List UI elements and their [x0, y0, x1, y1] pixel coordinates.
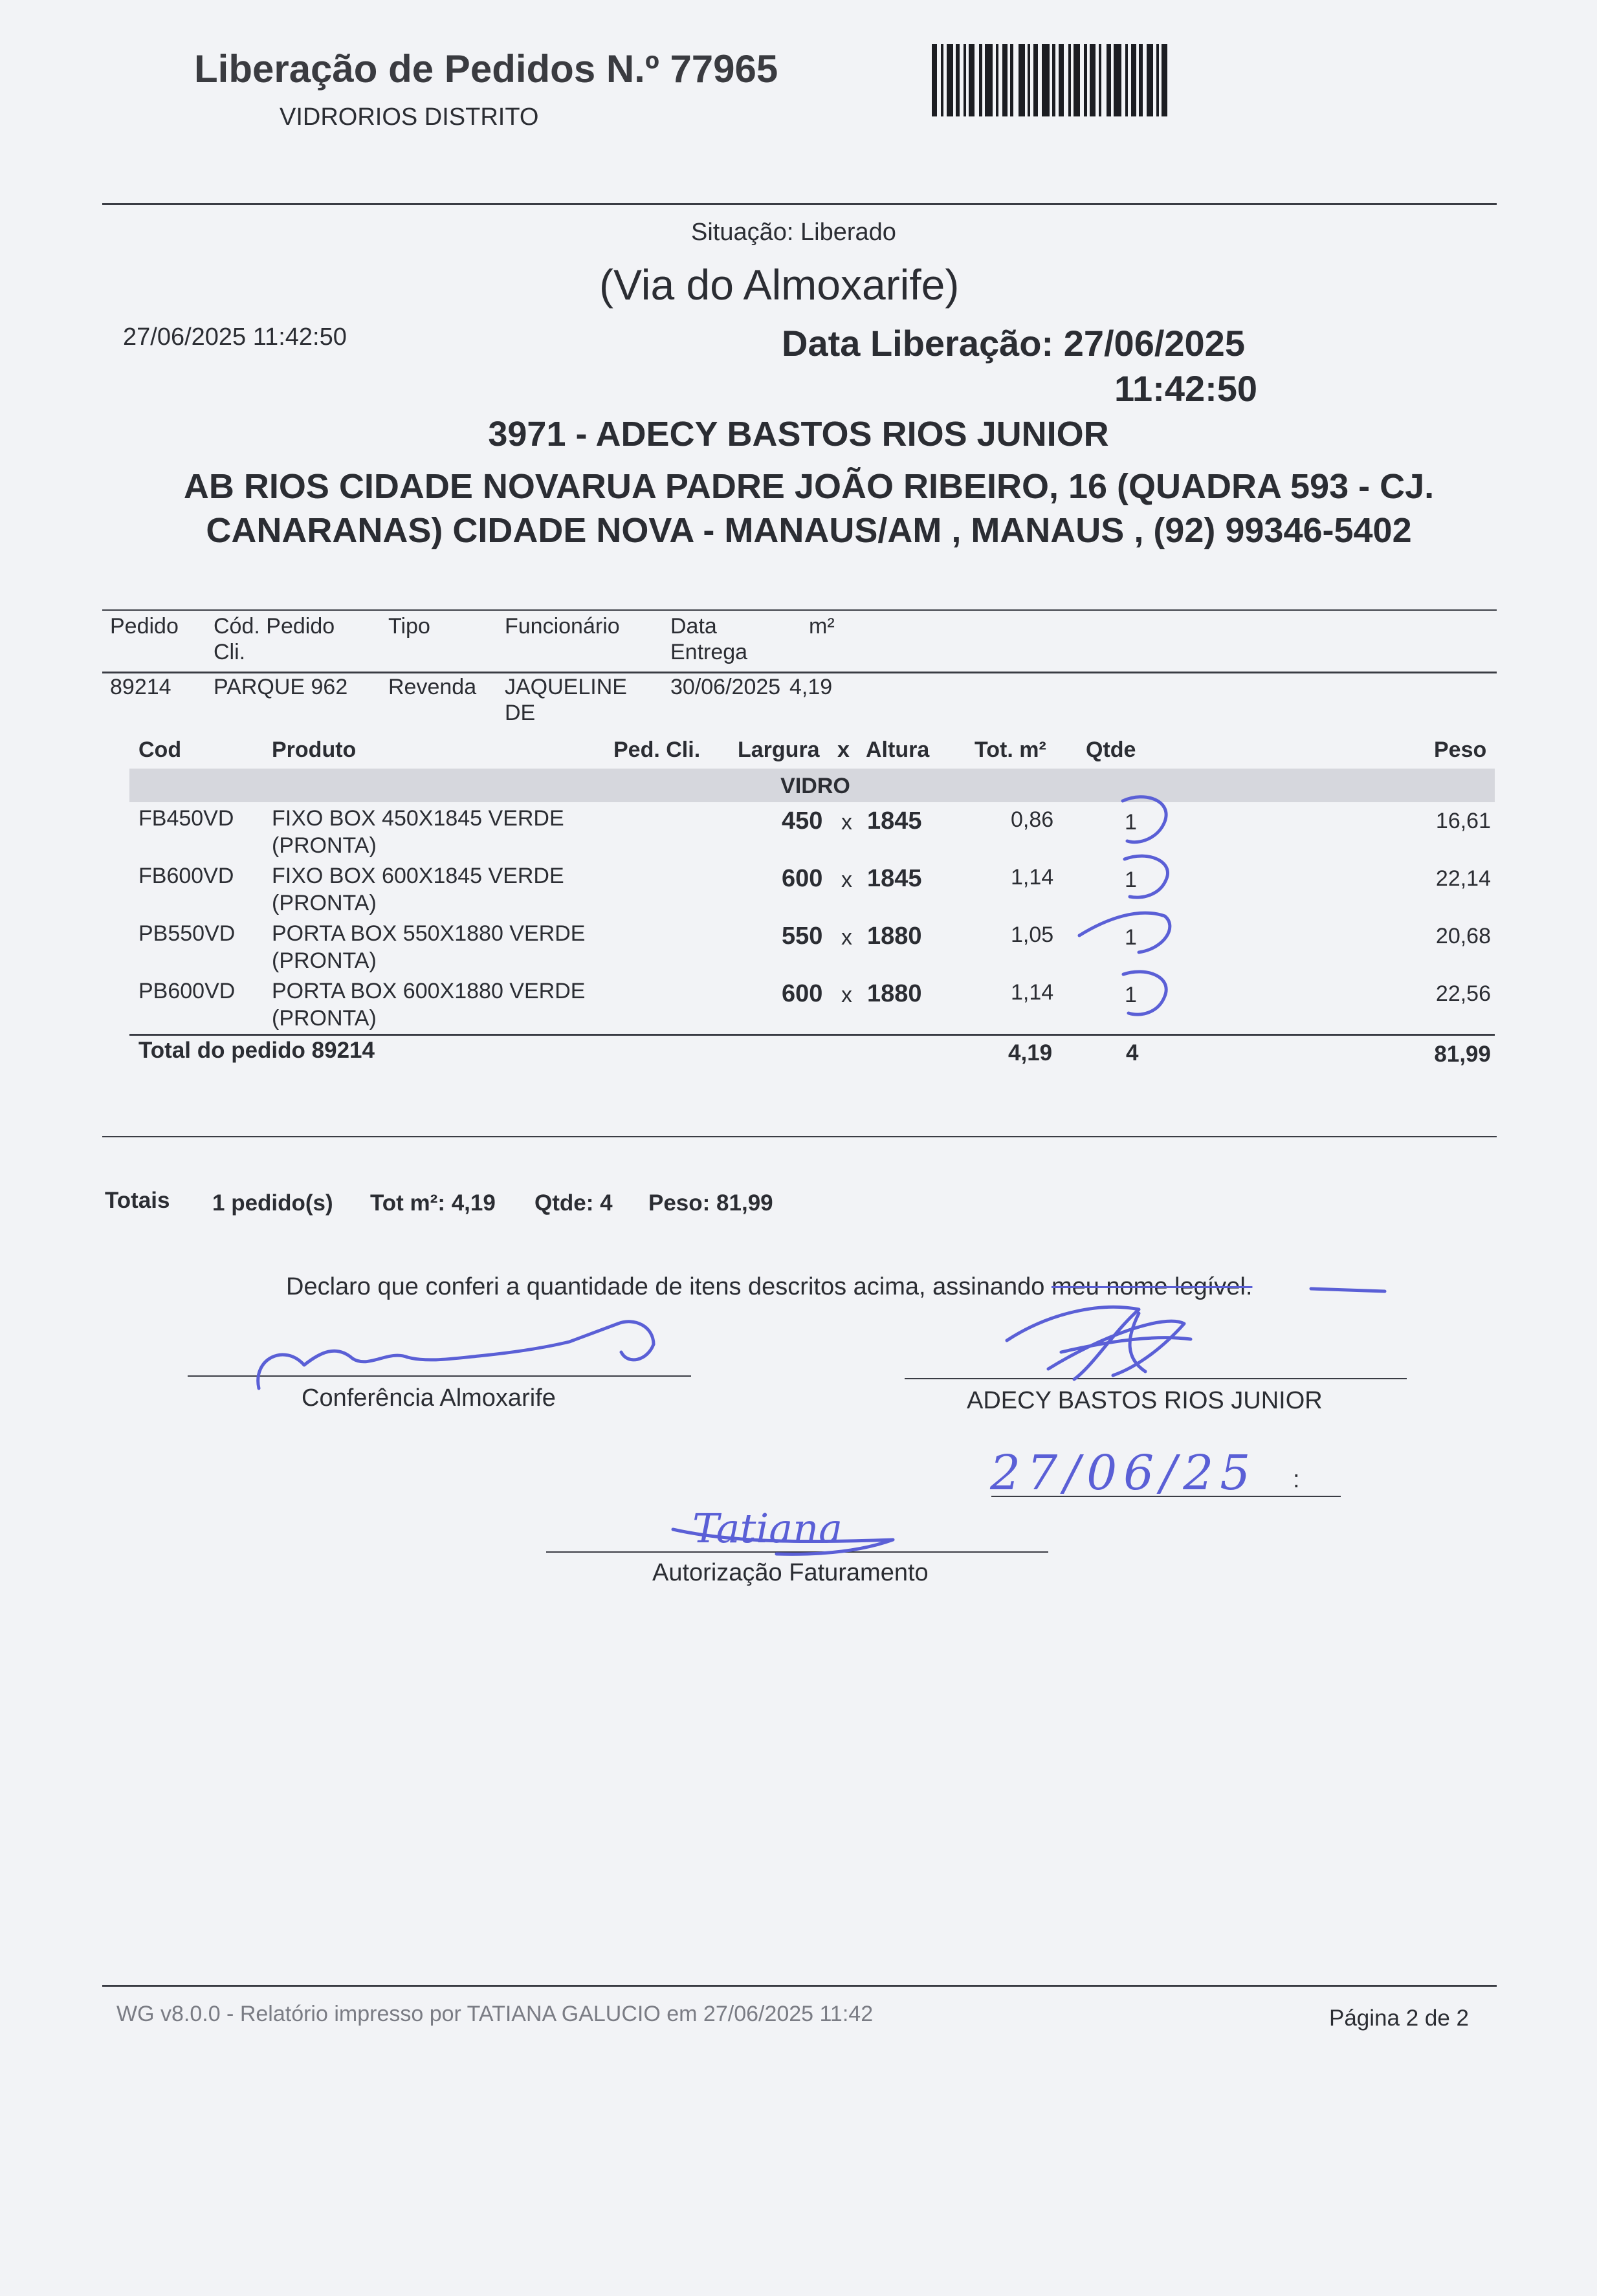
item-tot-m2: 1,14: [1011, 865, 1054, 890]
totals-qtde: Qtde: 4: [534, 1190, 613, 1216]
footer-report-text: WG v8.0.0 - Relatório impresso por TATIANA GALUCIO em 27/06/2025 11:42: [116, 2002, 874, 2026]
declaration-struck-text: meu nome legível.: [1051, 1273, 1253, 1300]
item-altura: 1845: [867, 865, 922, 892]
items-bottom-rule: [102, 1136, 1497, 1137]
item-cod: PB550VD: [138, 921, 236, 946]
item-largura: 450: [782, 807, 823, 835]
document-title: Liberação de Pedidos N.º 77965: [194, 47, 778, 91]
item-qtde: 1: [1125, 983, 1137, 1007]
header-cod-pedido: Cód. Pedido Cli.: [214, 614, 335, 664]
items-header-qtde: Qtde: [1086, 738, 1136, 762]
order-total-peso: 81,99: [1434, 1042, 1491, 1067]
release-date: Data Liberação: 27/06/2025: [782, 323, 1245, 364]
header-m2: m²: [809, 614, 835, 639]
order-data-entrega: 30/06/2025: [670, 675, 781, 699]
item-tot-m2: 1,05: [1011, 923, 1054, 947]
time-separator: :: [1293, 1466, 1300, 1493]
order-funcionario: JAQUELINE DE: [505, 675, 627, 725]
header-divider: [102, 203, 1497, 205]
items-header-peso: Peso: [1434, 738, 1487, 762]
header-data-entrega: Data Entrega: [670, 614, 748, 664]
items-header-produto: Produto: [272, 738, 357, 762]
item-produto: FIXO BOX 600X1845 VERDE (PRONTA): [272, 864, 564, 915]
company-name: VIDRORIOS DISTRITO: [280, 104, 539, 131]
item-cod: FB600VD: [138, 864, 234, 888]
print-datetime: 27/06/2025 11:42:50: [123, 323, 347, 351]
totals-peso: Peso: 81,99: [648, 1190, 773, 1216]
declaration-strike-extension: [1311, 1289, 1385, 1291]
item-qtde: 1: [1125, 868, 1137, 892]
item-x: x: [841, 810, 852, 835]
item-cod: PB600VD: [138, 979, 236, 1003]
page-number: Página 2 de 2: [1329, 2006, 1470, 2031]
item-x: x: [841, 983, 852, 1007]
footer-rule: [102, 1985, 1497, 1987]
totals-label: Totais: [105, 1188, 170, 1213]
items-total-rule: [129, 1034, 1495, 1036]
autorizacao-label: Autorização Faturamento: [652, 1559, 929, 1586]
item-produto: FIXO BOX 450X1845 VERDE (PRONTA): [272, 806, 564, 858]
order-table-top-rule: [102, 609, 1497, 611]
items-header-ped-cli: Ped. Cli.: [613, 738, 701, 762]
client-name: 3971 - ADECY BASTOS RIOS JUNIOR: [488, 415, 1109, 454]
totals-tot-m2: Tot m²: 4,19: [370, 1190, 496, 1216]
conferencia-signature-line: [188, 1375, 691, 1377]
item-largura: 550: [782, 923, 823, 950]
release-time: 11:42:50: [1114, 368, 1258, 409]
handwritten-autorizacao: Tatiana: [692, 1505, 843, 1552]
item-x: x: [841, 868, 852, 892]
item-x: x: [841, 925, 852, 950]
items-header-largura: Largura: [738, 738, 820, 762]
item-altura: 1845: [867, 807, 922, 835]
item-largura: 600: [782, 980, 823, 1007]
conferencia-label: Conferência Almoxarife: [302, 1384, 556, 1412]
client-address-line-1: AB RIOS CIDADE NOVARUA PADRE JOÃO RIBEIRO, 16 (QUADRA 593 - CJ.: [183, 467, 1435, 506]
order-pedido: 89214: [110, 675, 171, 699]
item-largura: 600: [782, 865, 823, 892]
declaration-text: Declaro que conferi a quantidade de itens descritos acima, assinando meu nome legível.: [286, 1273, 1253, 1300]
order-total-label: Total do pedido 89214: [138, 1038, 375, 1063]
client-address: [129, 465, 1488, 552]
item-qtde: 1: [1125, 925, 1137, 950]
items-header-tot-m2: Tot. m²: [975, 738, 1046, 762]
header-tipo: Tipo: [388, 614, 430, 639]
items-header-cod: Cod: [138, 738, 182, 762]
item-altura: 1880: [867, 980, 922, 1007]
client-signature: [1007, 1307, 1191, 1379]
item-peso: 20,68: [1435, 924, 1491, 948]
barcode: [932, 44, 1176, 116]
handwritten-date: 27/06/25: [990, 1445, 1257, 1501]
header-funcionario: Funcionário: [505, 614, 620, 639]
order-tipo: Revenda: [388, 675, 477, 699]
item-tot-m2: 0,86: [1011, 807, 1054, 832]
item-cod: FB450VD: [138, 806, 234, 831]
item-altura: 1880: [867, 923, 922, 950]
items-header-x: x: [837, 738, 850, 762]
order-cod-pedido: PARQUE 962: [214, 675, 348, 699]
item-peso: 22,56: [1435, 981, 1491, 1006]
client-signature-label: ADECY BASTOS RIOS JUNIOR: [967, 1387, 1323, 1414]
item-produto: PORTA BOX 600X1880 VERDE (PRONTA): [272, 979, 586, 1031]
item-peso: 16,61: [1435, 809, 1491, 833]
item-produto: PORTA BOX 550X1880 VERDE (PRONTA): [272, 921, 586, 973]
copy-type-label: (Via do Almoxarife): [599, 261, 960, 309]
totals-pedidos: 1 pedido(s): [212, 1190, 333, 1216]
status-label: Situação: Liberado: [691, 219, 896, 246]
order-m2: 4,19: [789, 675, 833, 699]
items-header-altura: Altura: [866, 738, 930, 762]
header-pedido: Pedido: [110, 614, 179, 639]
client-signature-line: [905, 1378, 1407, 1379]
order-total-m2: 4,19: [1008, 1040, 1053, 1066]
item-tot-m2: 1,14: [1011, 980, 1054, 1005]
order-total-qtde: 4: [1126, 1040, 1139, 1066]
item-qtde: 1: [1125, 810, 1137, 835]
group-label: VIDRO: [780, 774, 850, 798]
conferencia-signature: [258, 1322, 654, 1388]
client-address-line-2: CANARANAS) CIDADE NOVA - MANAUS/AM , MANAUS , (92) 99346-5402: [206, 511, 1412, 550]
order-table-header-rule: [102, 672, 1497, 673]
item-peso: 22,14: [1435, 866, 1491, 891]
